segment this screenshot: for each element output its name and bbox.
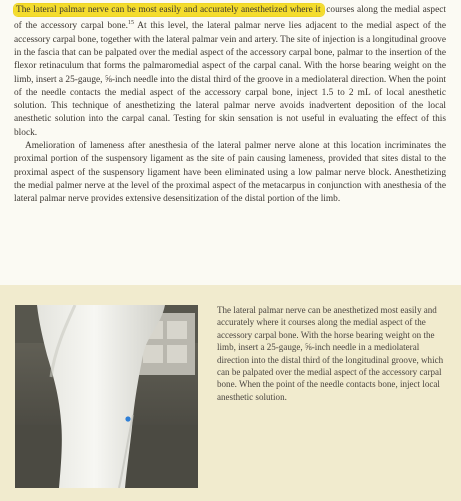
figure-caption: The lateral palmar nerve can be anesthetized most easily and accurately where it courses along the medial aspect of the accessory carpal bone. With the horse bearing weight on the limb, insert a 25-gauge, ⅝-inch needle in a mediolateral direction into the distal third of the longitudinal groove, which can be palpated over the medial aspect of the accessory carpal bone. When the point of the needle contacts bone, inject local anesthetic solution. — [217, 305, 444, 402]
paragraph-2: Amelioration of lameness after anesthesia of the lateral palmer nerve alone at this location incriminates the proximal portion of the suspensory ligament as the site of pain causing lameness, provided that sites distal to the proximal aspect of the suspensory ligament have been eliminated using a low palmar nerve block. Anesthetizing the medial palmer nerve at the level of the proximal aspect of the metacarpus in conjunction with anesthesia of the lateral palmar nerve provides extensive desensitization of the distal portion of the limb. — [14, 141, 446, 205]
paragraph-1 — [14, 4, 446, 140]
injection-site-marker — [15, 305, 198, 488]
paragraph-1-text-b: At this level, the lateral palmar nerve lies adjacent to the medial aspect of the accessory carpal bone, together with the lateral palmar vein and artery. The site of injection is a longitudinal groove in the fascia that can be palpated over the medial aspect of the accessory carpal bone, palmar to the insertion of the flexor retinaculum that forms the palmaromedial aspect of the carpal canal. With the horse bearing weight on the limb, insert a 25-gauge, ⅝-inch needle into the distal third of the groove in a mediolateral direction. When the point of the needle contacts the medial aspect of the accessory carpal bone, inject 1.5 to 2 mL of local anesthetic solution. This technique of anesthetizing the lateral palmar nerve avoids inadvertent deposition of the local anesthetic solution into the carpal canal. Testing for skin sensation is not useful in evaluating the effect of this block. — [14, 21, 447, 138]
body-text — [14, 4, 446, 207]
paragraph-1-text-a: courses along the medial aspect of the accessory carpal bone. — [14, 5, 446, 32]
highlighted-text: The lateral palmar nerve can be most easily and accurately anesthetized where it — [14, 4, 324, 16]
reference-superscript: 15 — [128, 20, 135, 27]
figure-panel — [0, 285, 461, 501]
horse-limb-photo — [15, 305, 198, 488]
